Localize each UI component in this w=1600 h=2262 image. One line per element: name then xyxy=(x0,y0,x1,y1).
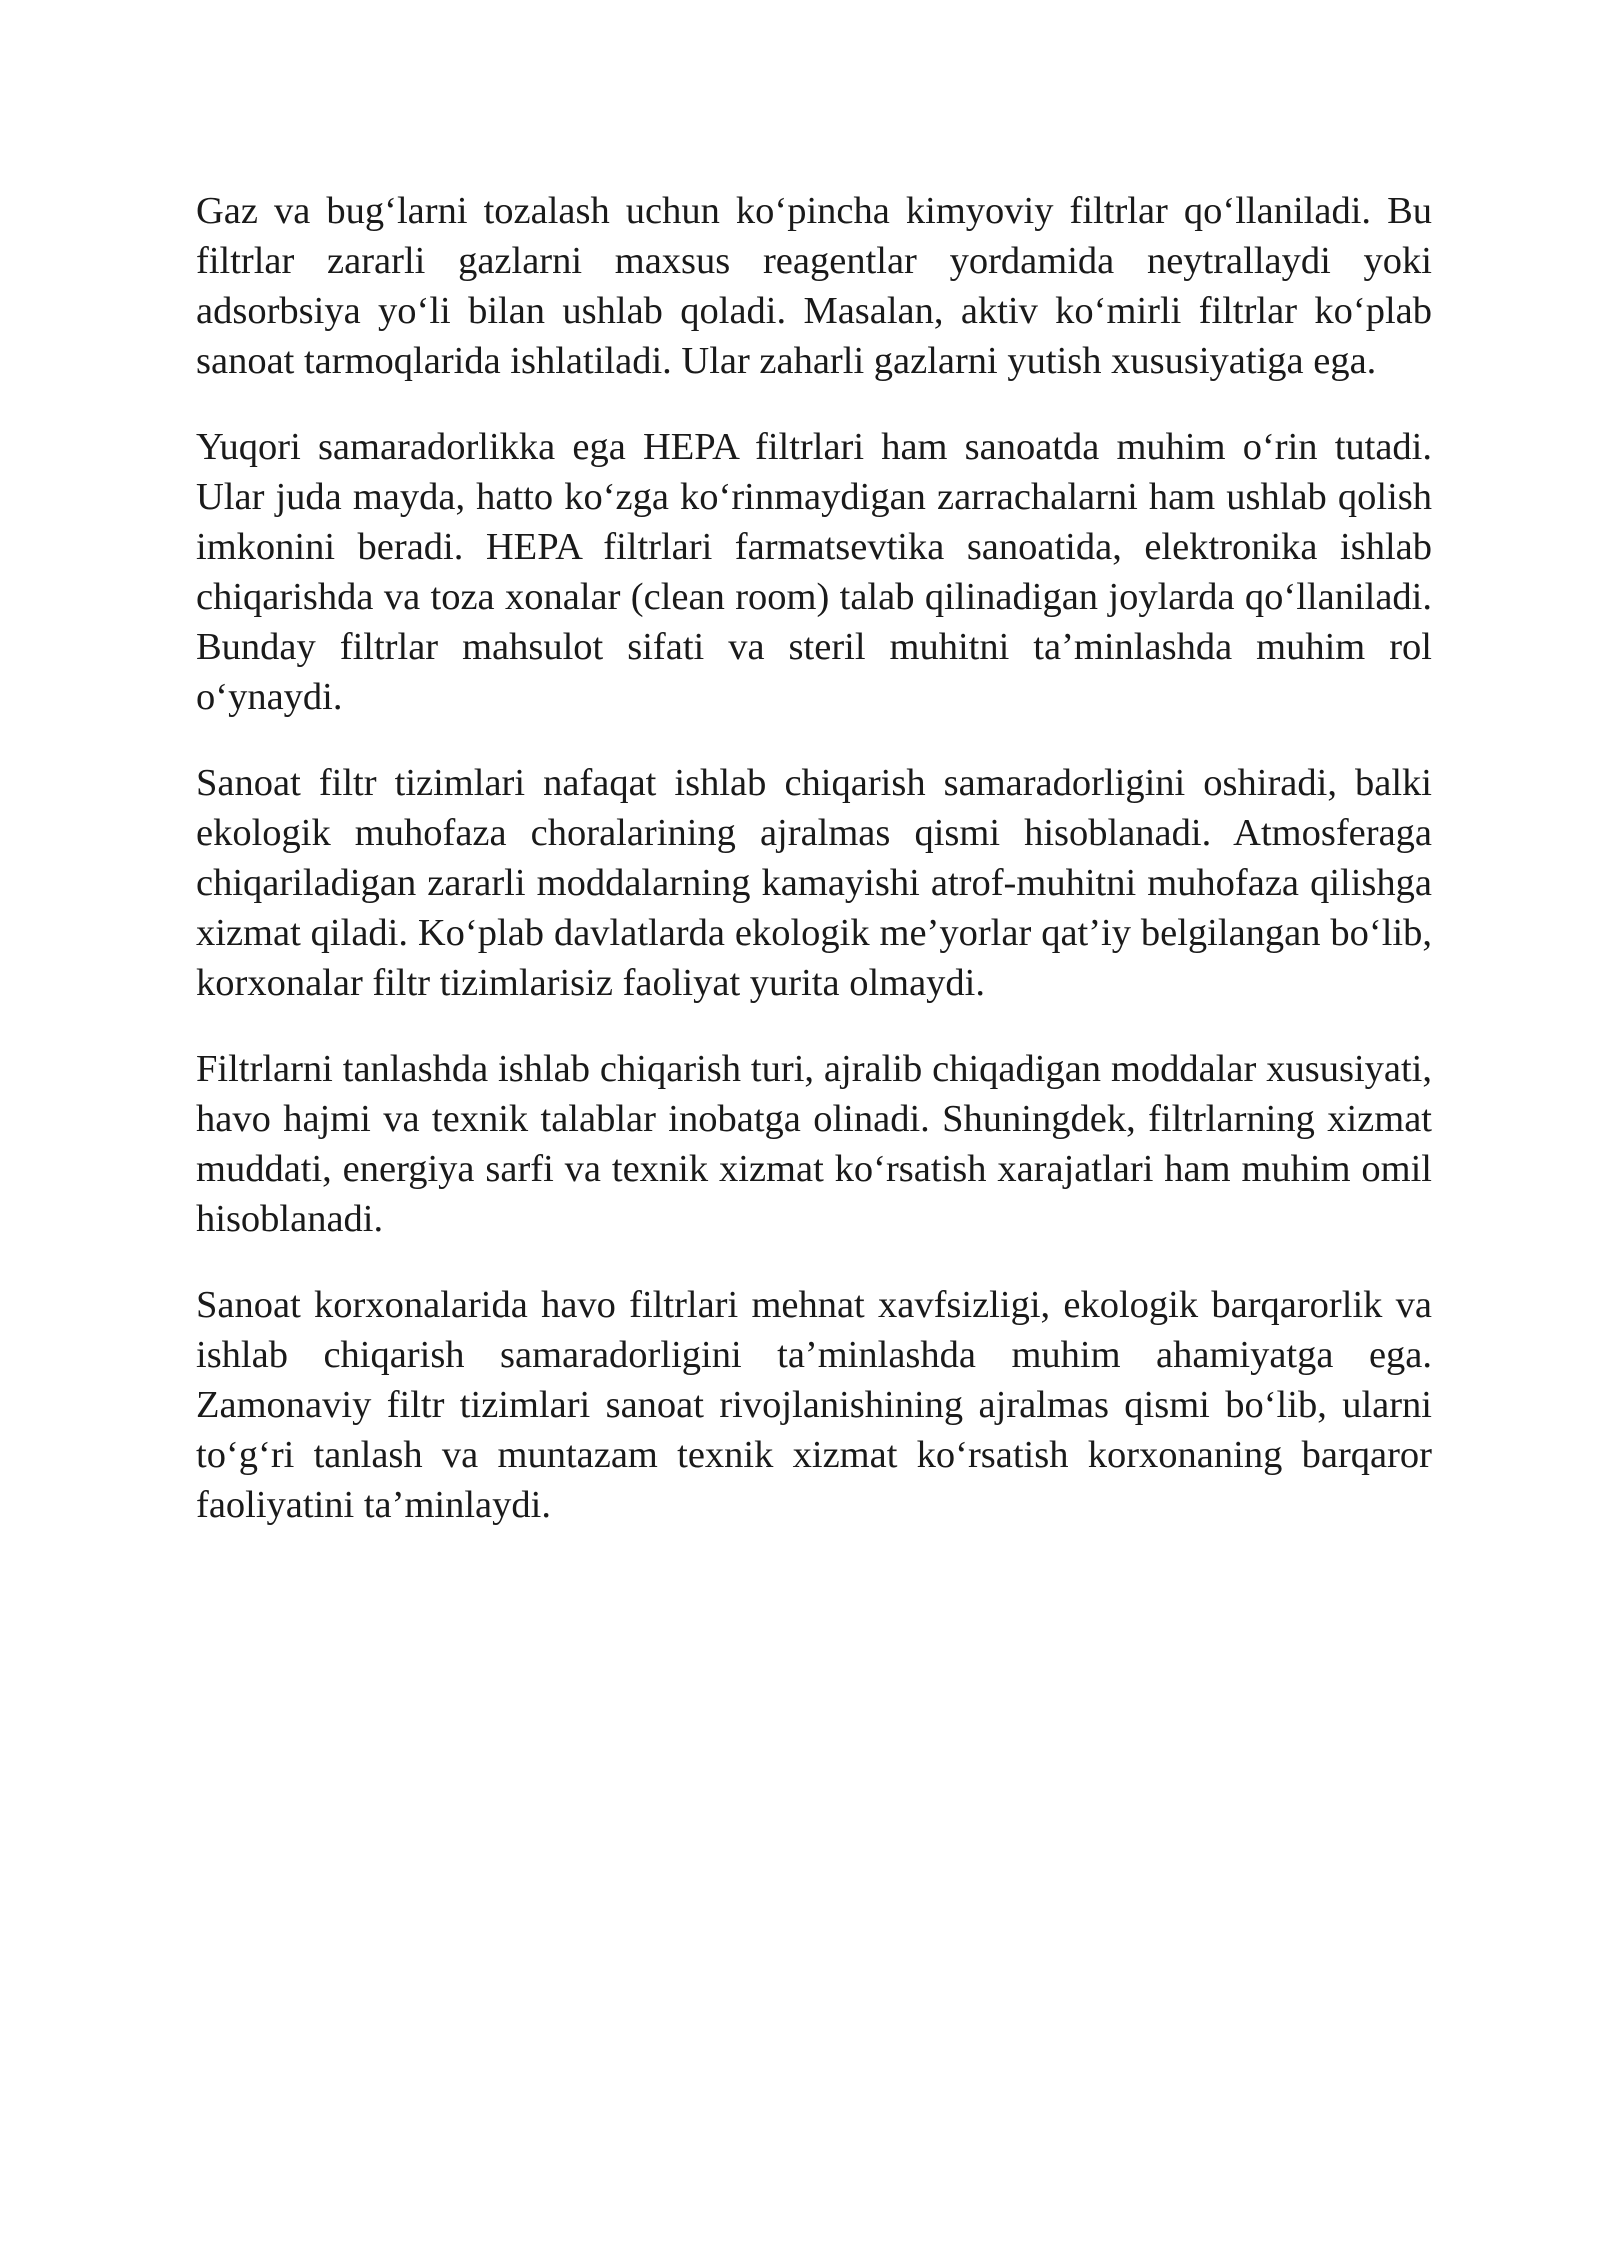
body-text xyxy=(196,186,1432,1566)
paragraph-1: Gaz va bug‘larni tozalash uchun ko‘pincha kimyoviy filtrlar qo‘llaniladi. Bu filtrlar zararli gazlarni maxsus reagentlar yordamida neytrallaydi yoki adsorbsiya yo‘li bilan ushlab qoladi. Masalan, aktiv ko‘mirli filtrlar ko‘plab sanoat tarmoqlarida ishlatiladi. Ular zaharli gazlarni yutish xususiyatiga ega. xyxy=(196,190,1432,382)
paragraph-5: Sanoat korxonalarida havo filtrlari mehnat xavfsizligi, ekologik barqarorlik va ishlab chiqarish samaradorligini ta’minlashda muhim ahamiyatga ega. Zamonaviy filtr tizimlari sanoat rivojlanishining ajralmas qismi bo‘lib, ularni to‘g‘ri tanlash va muntazam texnik xizmat ko‘rsatish korxonaning barqaror faoliyatini ta’minlaydi. xyxy=(196,1284,1432,1526)
paragraph-2: Yuqori samaradorlikka ega HEPA filtrlari ham sanoatda muhim o‘rin tutadi. Ular juda mayda, hatto ko‘zga ko‘rinmaydigan zarrachalarni ham ushlab qolish imkonini beradi. HEPA filtrlari farmatsevtika sanoatida, elektronika ishlab chiqarishda va toza xonalar (clean room) talab qilinadigan joylarda qo‘llaniladi. Bunday filtrlar mahsulot sifati va steril muhitni ta’minlashda muhim rol o‘ynaydi. xyxy=(196,426,1432,718)
paragraph-4: Filtrlarni tanlashda ishlab chiqarish turi, ajralib chiqadigan moddalar xususiyati, havo hajmi va texnik talablar inobatga olinadi. Shuningdek, filtrlarning xizmat muddati, energiya sarfi va texnik xizmat ko‘rsatish xarajatlari ham muhim omil hisoblanadi. xyxy=(196,1048,1432,1240)
paragraph-3: Sanoat filtr tizimlari nafaqat ishlab chiqarish samaradorligini oshiradi, balki ekologik muhofaza choralarining ajralmas qismi hisoblanadi. Atmosferaga chiqariladigan zararli moddalarning kamayishi atrof-muhitni muhofaza qilishga xizmat qiladi. Ko‘plab davlatlarda ekologik me’yorlar qat’iy belgilangan bo‘lib, korxonalar filtr tizimlarisiz faoliyat yurita olmaydi. xyxy=(196,762,1432,1004)
